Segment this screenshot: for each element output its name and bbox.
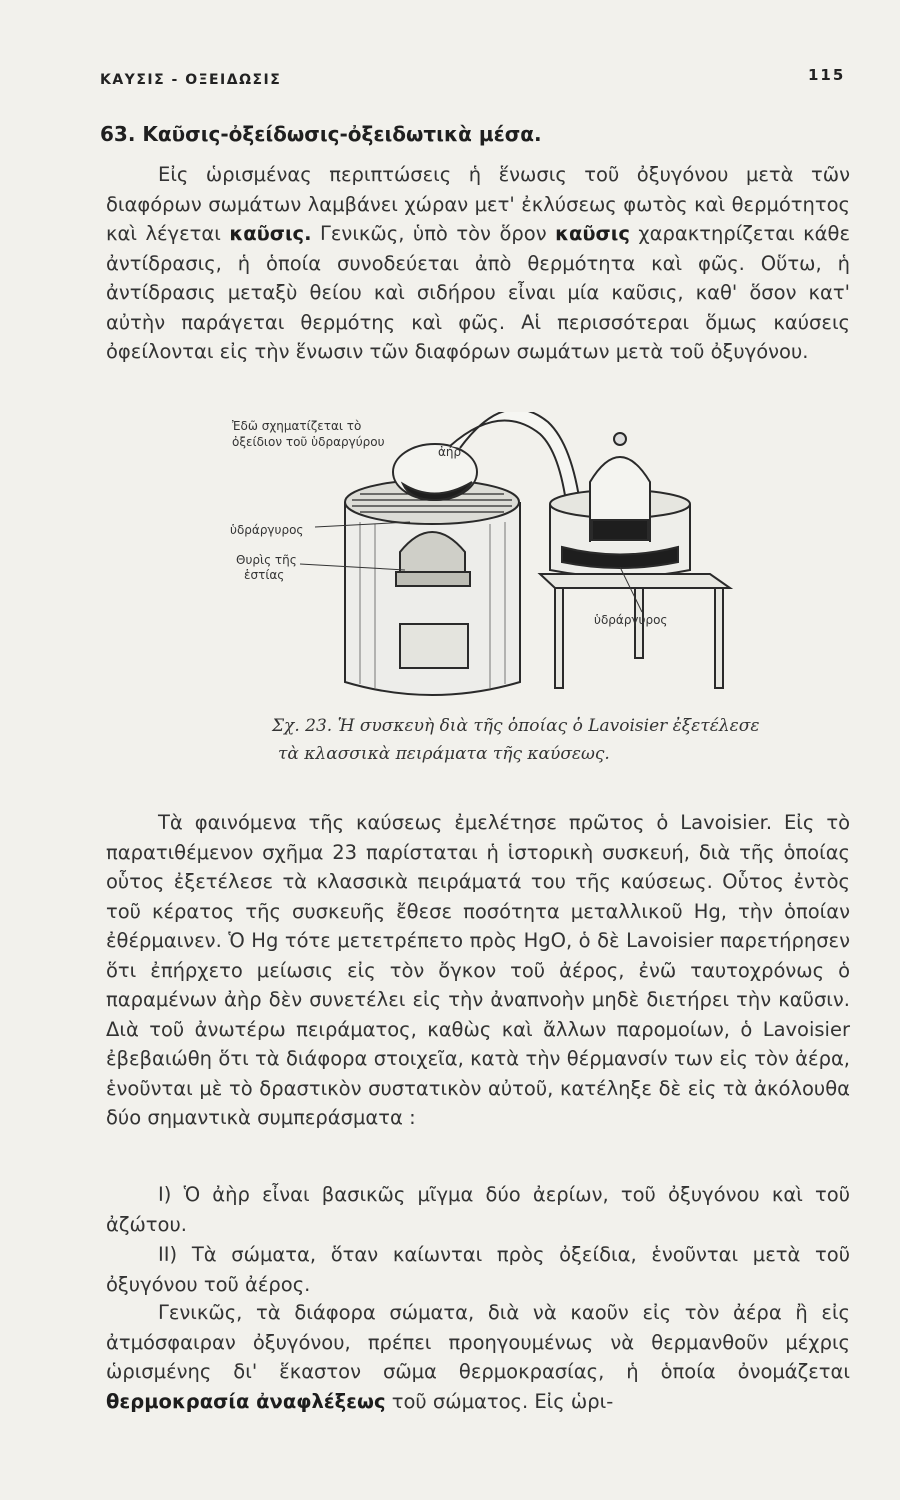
conclusion-2-text: ΙΙ) Τὰ σώματα, ὅταν καίωνται πρὸς ὀξείδια, ἑνοῦνται μετὰ τοῦ ὀξυγόνου τοῦ ἀέρος. xyxy=(106,1243,850,1296)
paragraph-lavoisier-experiment xyxy=(106,808,850,1133)
lavoisier-apparatus-figure xyxy=(210,412,770,702)
label-oxide-line2: ὀξείδιον τοῦ ὑδραργύρου xyxy=(232,435,385,449)
caption-line1: Σχ. 23. Ἡ συσκευὴ διὰ τῆς ὁποίας ὁ Lavoisier ἐξετέλεσε xyxy=(272,716,760,736)
paragraph3-text-b: τοῦ σώματος. Εἰς ὡρι- xyxy=(385,1389,614,1413)
furnace xyxy=(345,480,520,695)
label-oxide-line1: Ἐδῶ σχηματίζεται τὸ xyxy=(232,419,362,433)
page-number: 115 xyxy=(808,66,846,84)
label-hearth-door-line1: Θυρὶς τῆς xyxy=(236,553,297,567)
paragraph-combustion-definition xyxy=(106,160,850,367)
label-hearth-door-line2: ἑστίας xyxy=(244,568,285,582)
running-head: ΚΑΥΣΙΣ - ΟΞΕΙΔΩΣΙΣ xyxy=(100,72,282,88)
paragraph-ignition-temperature xyxy=(106,1298,850,1416)
label-mercury-left: ὑδράργυρος xyxy=(230,523,304,537)
paragraph1-text-b: Γενικῶς, ὑπὸ τὸν ὅρον xyxy=(311,222,556,245)
figure-caption xyxy=(272,712,832,768)
paragraph2-text: Τὰ φαινόμενα τῆς καύσεως ἐμελέτησε πρῶτος ὁ Lavoisier. Εἰς τὸ παρατιθέμενον σχῆμα 23 παρίσταται ἡ ἱστορικὴ συσκευή, διὰ τῆς ὁποίας οὗτος ἐξετέλεσε τὰ κλασσικὰ πειράματά του τῆς καύσεως. Οὗτος ἐντὸς τοῦ κέρατος τῆς συσκευῆς ἔθεσε ποσότητα μεταλλικοῦ Hg, τὴν ὁποίαν ἐθέρμαινεν. Ὁ Hg τότε μετετρέπετο πρὸς HgO, ὁ δὲ Lavoisier παρετήρησεν ὅτι ἐπήρχετο μείωσις εἰς τὸν ὄγκον τοῦ ἀέρος, ἐνῶ ταυτοχρόνως ὁ παραμένων ἀὴρ δὲν συνετέλει εἰς τὴν ἀναπνοὴν μηδὲ διετήρει τὴν καῦσιν. Διὰ τοῦ ἀνωτέρω πειράματος, καθὼς καὶ ἄλλων παρομοίων, ὁ Lavoisier ἐβεβαιώθη ὅτι τὰ διάφορα στοιχεῖα, κατὰ τὴν θέρμανσίν των εἰς τὸν ἀέρα, ἑνοῦνται μὲ τὸ δραστικὸν συστατικὸν αὐτοῦ, κατέληξε δὲ εἰς τὰ ἀκόλουθα δύο σημαντικὰ συμπεράσματα : xyxy=(106,811,850,1129)
term-ignition-temperature: θερμοκρασία ἀναφλέξεως xyxy=(106,1389,386,1413)
term-kausis-2: καῦσις xyxy=(555,222,630,245)
conclusion-2 xyxy=(106,1240,850,1299)
conclusion-1-text: Ι) Ὁ ἀὴρ εἶναι βασικῶς μῖγμα δύο ἀερίων, τοῦ ὀξυγόνου καὶ τοῦ ἀζώτου. xyxy=(106,1183,850,1236)
paragraph1-text-c: χαρακτηρίζεται κάθε ἀντίδρασις, ἡ ὁποία συνοδεύεται ἀπὸ θερμότητα καὶ φῶς. Οὕτω, ἡ ἀντίδρασις μεταξὺ θείου καὶ σιδήρου εἶναι μία καῦσις, καθ' ὅσον κατ' αὐτὴν παράγεται θερμότης καὶ φῶς. Αἱ περισσότεραι ὅμως καύσεις ὀφείλονται εἰς τὴν ἕνωσιν τῶν διαφόρων σωμάτων μετὰ τοῦ ὀξυγόνου. xyxy=(106,222,850,363)
section-heading: 63. Καῦσις-ὀξείδωσις-ὀξειδωτικὰ μέσα. xyxy=(100,122,542,146)
caption-line2: τὰ κλασσικὰ πειράματα τῆς καύσεως. xyxy=(278,744,610,764)
label-mercury-right: ὑδράργυρος xyxy=(594,613,668,627)
paragraph3-text-a: Γενικῶς, τὰ διάφορα σώματα, διὰ νὰ καοῦν εἰς τὸν ἀέρα ἢ εἰς ἀτμόσφαιραν ὀξυγόνου, πρέπει προηγουμένως νὰ θερμανθοῦν μέχρις ὡρισμένης δι' ἕκαστον σῶμα θερμοκρασίας, ἡ ὁποία ὀνομάζεται xyxy=(106,1301,850,1383)
conclusion-1 xyxy=(106,1180,850,1239)
paragraph1-text-a: Εἰς ὡρισμένας περιπτώσεις ἡ ἕνωσις τοῦ ὀξυγόνου μετὰ τῶν διαφόρων σωμάτων λαμβάνει χώραν μετ' ἐκλύσεως φωτὸς καὶ θερμότητος καὶ λέγεται xyxy=(106,163,850,245)
trough-and-bell-jar xyxy=(550,433,690,577)
stand xyxy=(540,574,730,688)
term-kausis: καῦσις. xyxy=(229,222,312,245)
label-air: ἀήρ xyxy=(438,445,462,459)
